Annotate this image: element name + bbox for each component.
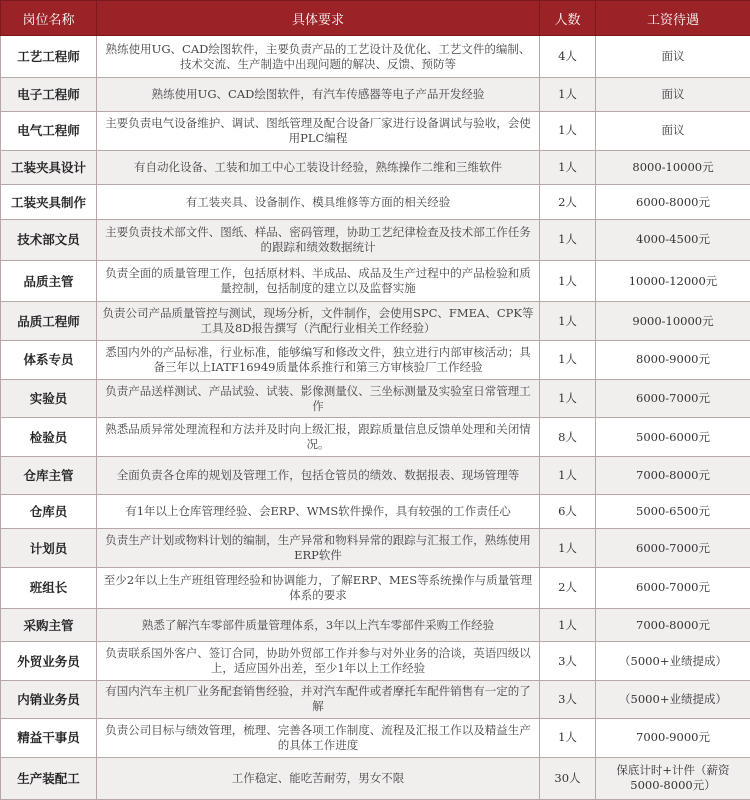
job-title: 内销业务员 [1,680,97,718]
job-requirements: 熟悉了解汽车零部件质量管理体系，3年以上汽车零部件采购工作经验 [97,609,540,642]
job-requirements: 熟练使用UG、CAD绘图软件，主要负责产品的工艺设计及优化、工艺文件的编制、技术交流、生产制造中出现问题的解决、反馈、预防等 [97,36,540,78]
table-row [1,219,750,260]
job-title: 仓库主管 [1,456,97,494]
job-count: 1人 [540,111,596,150]
table-row [1,418,750,456]
table-row [1,567,750,608]
job-title: 外贸业务员 [1,642,97,680]
job-requirements: 有工装夹具、设备制作、模具维修等方面的相关经验 [97,185,540,219]
job-count: 1人 [540,261,596,302]
job-requirements: 负责公司产品质量管控与测试，现场分析，文件制作，会使用SPC、FMEA、CPK等工具及8D报告撰写（汽配行业相关工作经验） [97,302,540,340]
table-row [1,719,750,757]
table-row [1,757,750,800]
job-requirements: 主要负责技术部文件、图纸、样品、密码管理，协助工艺纪律检查及技术部工作任务的跟踪和绩效数据统计 [97,219,540,260]
job-count: 1人 [540,380,596,418]
table-row [1,78,750,111]
job-count: 3人 [540,642,596,680]
job-title: 计划员 [1,529,97,567]
job-salary: 面议 [596,111,750,150]
job-salary: 5000-6500元 [596,495,750,529]
job-salary: 7000-9000元 [596,719,750,757]
job-title: 电子工程师 [1,78,97,111]
job-salary: 面议 [596,78,750,111]
table-body [1,36,750,800]
job-salary: 9000-10000元 [596,302,750,340]
job-count: 6人 [540,495,596,529]
job-title: 检验员 [1,418,97,456]
job-title: 电气工程师 [1,111,97,150]
job-count: 1人 [540,78,596,111]
job-salary: 7000-8000元 [596,609,750,642]
job-requirements: 负责公司目标与绩效管理，梳理、完善各项工作制度、流程及汇报工作以及精益生产的具体工作进度 [97,719,540,757]
table-row [1,642,750,680]
job-salary: 保底计时+计件（薪资5000-8000元） [596,757,750,800]
job-count: 2人 [540,567,596,608]
job-requirements: 负责联系国外客户、签订合同，协助外贸部工作并参与对外业务的洽谈，英语四级以上，适应国外出差，至少1年以上工作经验 [97,642,540,680]
job-count: 8人 [540,418,596,456]
header-title: 岗位名称 [1,1,97,36]
job-count: 1人 [540,609,596,642]
job-salary: 6000-8000元 [596,185,750,219]
table-row [1,340,750,379]
job-title: 采购主管 [1,609,97,642]
job-title: 品质工程师 [1,302,97,340]
table-row [1,151,750,185]
table-row [1,529,750,567]
job-count: 2人 [540,185,596,219]
table-row [1,609,750,642]
table-header-row [1,1,750,36]
job-count: 1人 [540,219,596,260]
job-count: 1人 [540,529,596,567]
job-salary: 4000-4500元 [596,219,750,260]
job-title: 体系专员 [1,340,97,379]
table-row [1,380,750,418]
job-salary: 面议 [596,36,750,78]
job-count: 30人 [540,757,596,800]
job-title: 生产装配工 [1,757,97,800]
job-title: 仓库员 [1,495,97,529]
job-salary: 10000-12000元 [596,261,750,302]
job-requirements: 熟练使用UG、CAD绘图软件，有汽车传感器等电子产品开发经验 [97,78,540,111]
job-title: 技术部文员 [1,219,97,260]
job-title: 班组长 [1,567,97,608]
header-requirements: 具体要求 [97,1,540,36]
table-row [1,111,750,150]
table-row [1,495,750,529]
job-salary: 8000-9000元 [596,340,750,379]
table-row [1,456,750,494]
job-requirements: 负责生产计划或物料计划的编制，生产异常和物料异常的跟踪与汇报工作，熟练使用ERP软件 [97,529,540,567]
job-requirements: 悉国内外的产品标准，行业标准，能够编写和修改文件，独立进行内部审核活动；具备三年以上IATF16949质量体系推行和第三方审核验厂工作经验 [97,340,540,379]
job-title: 工艺工程师 [1,36,97,78]
job-count: 3人 [540,680,596,718]
header-salary: 工资待遇 [596,1,750,36]
job-salary: （5000+业绩提成） [596,642,750,680]
job-requirements: 熟悉品质异常处理流程和方法并及时向上级汇报，跟踪质量信息反馈单处理和关闭情况。 [97,418,540,456]
job-salary: 6000-7000元 [596,529,750,567]
job-count: 1人 [540,456,596,494]
job-salary: 7000-8000元 [596,456,750,494]
job-requirements: 有国内汽车主机厂业务配套销售经验，并对汽车配件或者摩托车配件销售有一定的了解 [97,680,540,718]
job-count: 1人 [540,719,596,757]
job-requirements: 主要负责电气设备维护、调试、图纸管理及配合设备厂家进行设备调试与验收，会使用PLC编程 [97,111,540,150]
job-salary: 5000-6000元 [596,418,750,456]
job-requirements: 至少2年以上生产班组管理经验和协调能力，了解ERP、MES等系统操作与质量管理体系的要求 [97,567,540,608]
table-row [1,36,750,78]
table-row [1,261,750,302]
job-requirements: 有自动化设备、工装和加工中心工装设计经验，熟练操作二维和三维软件 [97,151,540,185]
job-count: 1人 [540,151,596,185]
job-title: 工装夹具制作 [1,185,97,219]
job-salary: 8000-10000元 [596,151,750,185]
job-salary: （5000+业绩提成） [596,680,750,718]
table-row [1,185,750,219]
job-requirements: 工作稳定、能吃苦耐劳，男女不限 [97,757,540,800]
table-row [1,680,750,718]
job-requirements: 全面负责各仓库的规划及管理工作，包括仓管员的绩效、数据报表、现场管理等 [97,456,540,494]
job-title: 精益干事员 [1,719,97,757]
job-title: 工装夹具设计 [1,151,97,185]
job-count: 1人 [540,340,596,379]
header-count: 人数 [540,1,596,36]
job-requirements: 负责全面的质量管理工作，包括原材料、半成品、成品及生产过程中的产品检验和质量控制，包括制度的建立以及监督实施 [97,261,540,302]
job-title: 实验员 [1,380,97,418]
job-title: 品质主管 [1,261,97,302]
job-requirements: 负责产品送样测试、产品试验、试装、影像测量仪、三坐标测量及实验室日常管理工作 [97,380,540,418]
job-count: 4人 [540,36,596,78]
job-salary: 6000-7000元 [596,380,750,418]
job-salary: 6000-7000元 [596,567,750,608]
table-row [1,302,750,340]
job-requirements: 有1年以上仓库管理经验、会ERP、WMS软件操作，具有较强的工作责任心 [97,495,540,529]
job-count: 1人 [540,302,596,340]
